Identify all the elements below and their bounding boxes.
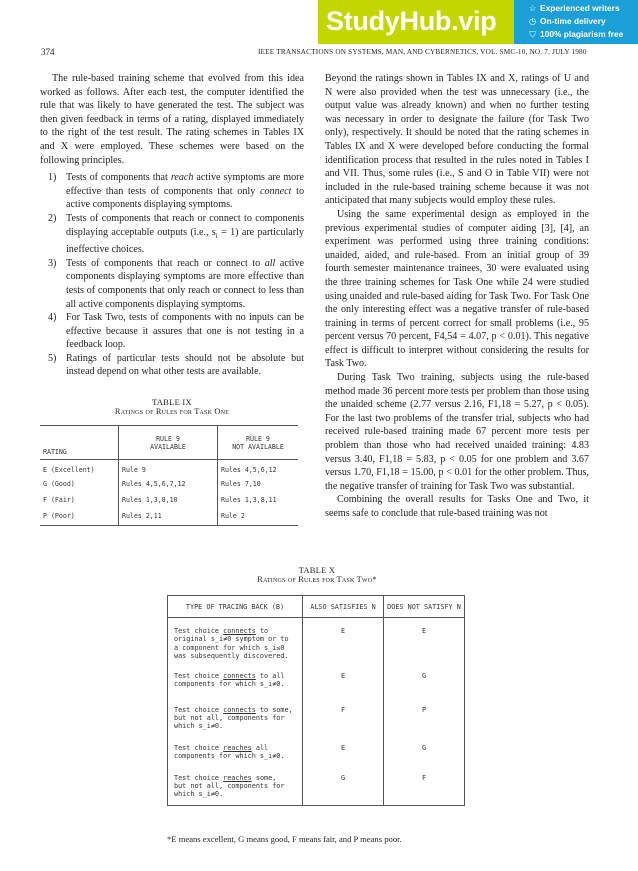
table-10-grid (167, 595, 465, 806)
table-9-grid (40, 425, 298, 526)
table-10-title: TABLE X (298, 566, 336, 575)
list-item: 3) Tests of components that reach or connect to all active components displaying symptoms are more effective than tests of components that only reach or connect to less than all active components displaying symptoms. (48, 257, 304, 310)
paragraph: Combining the overall results for Tasks One and Two, it seems safe to conclude that rule-based training was not (325, 494, 589, 519)
table-9-header: RATING (40, 426, 119, 460)
table-row: E (Excellent) Rule 9 Rules 4,5,6,12 (40, 460, 298, 480)
studyhub-logo[interactable]: StudyHub.vip (326, 6, 497, 36)
paragraph: During Task Two training, subjects using the rule-based method made 36 percent more tests per problem than those using the unaided scheme (2.77 versus 2.16, F1,18 = 5.27, p < 0.05). For the last two problems of the transfer trial, subjects who had received rule-based training made 67 percent more tests per problem than those who had received unaided training: 4.83 versus 3.40, F1,18 = 5.83, p < 0.05 for one problem and 3.67 versus 1.70, F1,18 = 15.00, p < 0.01 for the other problem. Thus, the negative transfer of training for Task Two was substantial. (325, 372, 589, 492)
table-10-header: DOES NOT SATISFY N (387, 602, 461, 611)
intro-paragraph: The rule-based training scheme that evolved from this idea worked as follows. After each test, the computer identified the rule that was likely to have generated the test. The subject was then given feedback in terms of a rating, displayed immediately to the right of the test result. The rating schemes in Tables IX and X were employed. These schemes were based on the following principles. (40, 73, 304, 166)
table-9-title: TABLE IX (152, 398, 192, 407)
paragraph: Beyond the ratings shown in Tables IX and X, ratings of U and N were also provided when the test was unnecessary (i.e., the output value was already known) and when no further testing was necessary in order to designate the failure (for Task Two only), respectively. It should be noted that the rating schemes in Tables IX and X were developed before conducting the formal identification process that resulted in the rules noted in Tables I and VII. Thus, some rules (i.e., S and O in Table VII) were not included in the rule-based training scheme because it was not anticipated that many subjects would employ these rules. (325, 73, 589, 207)
list-item: 1) Tests of components that reach active symptoms are more effective than tests of components that only connect to active components displaying symptoms. (48, 172, 304, 211)
badge-experienced: ☆ Experienced writers (528, 3, 620, 13)
list-item: 2) Tests of components that reach or connect to components displaying acceptable outputs (i.e., $s_i = 1$) are particularly ineffective choices. (48, 212, 304, 256)
list-item: 4) For Task Two, tests of components with no inputs can be effective because it assures that one is not testing in a feedback loop. (48, 312, 304, 351)
table-9-header: RULE 9 AVAILABLE (119, 426, 218, 460)
table-row: Test choice connects to original s_i≠0 symptom or to a component for which s_i≤0 was subsequently discovered. E E (168, 618, 465, 664)
page-number: 374 (41, 47, 55, 57)
table-10 (162, 566, 472, 584)
right-column (325, 72, 589, 521)
banner-badges (528, 3, 636, 42)
badge-ontime: ◷ On-time delivery (528, 16, 606, 26)
table-10-footnote: *E means excellent, G means good, F means fair, and P means poor. (167, 834, 402, 844)
star-icon: ☆ (528, 3, 537, 13)
badge-plagiarism: ⛉ 100% plagiarism free (529, 29, 624, 39)
table-9 (40, 398, 304, 526)
running-head: IEEE TRANSACTIONS ON SYSTEMS, MAN, AND CYBERNETICS, VOL. SMC-10, NO. 7, JULY 1980 (258, 48, 587, 56)
left-column (40, 72, 304, 379)
table-10-subtitle: Ratings of Rules for Task Two* (257, 575, 377, 584)
table-row: G (Good) Rules 4,5,6,7,12 Rules 7,10 (40, 480, 298, 496)
table-row: Test choice connects to all components for which s_i≠0. E G (168, 664, 465, 698)
table-row: Test choice reaches some, but not all, components for which s_i≠0. G F (168, 766, 465, 806)
shield-icon: ⛉ (529, 29, 536, 39)
table-row: F (Fair) Rules 1,3,8,10 Rules 1,3,8,11 (40, 496, 298, 512)
table-10-header: TYPE OF TRACING BACK (B) (168, 596, 303, 618)
table-9-header: RULE 9 NOT AVAILABLE (232, 434, 284, 451)
table-row: P (Poor) Rules 2,11 Rule 2 (40, 512, 298, 526)
list-item: 5) Ratings of particular tests should not be absolute but instead depend on what other tests are available. (48, 352, 304, 378)
table-9-subtitle: Ratings of Rules for Task One (114, 407, 230, 416)
table-10-header: ALSO SATISFIES N (303, 596, 384, 618)
table-row: Test choice connects to some, but not all, components for which s_i≠0. F P (168, 698, 465, 736)
table-row: Test choice reaches all components for which s_i≠0. E G (168, 736, 465, 766)
clock-icon: ◷ (528, 16, 537, 26)
paragraph: Using the same experimental design as employed in the previous experimental studies of computer aiding [3], [4], an experiment was performed using three training conditions: unaided, aided, and rule-based. From an initial group of 39 fourth semester maintenance trainees, 30 were evaluated using the three training schemes for Task One while 24 were studied using unaided and rule-based aiding for Task Two. For Task One the only interesting effect was a negative transfer of rule-based training in terms of percent correct for small problems (i.e., 95 percent versus 70 percent, F4,54 = 4.07, p < 0.01). This negative effect is difficult to interpret without considering the results for Task Two. (325, 208, 589, 370)
principles-list (40, 171, 304, 379)
